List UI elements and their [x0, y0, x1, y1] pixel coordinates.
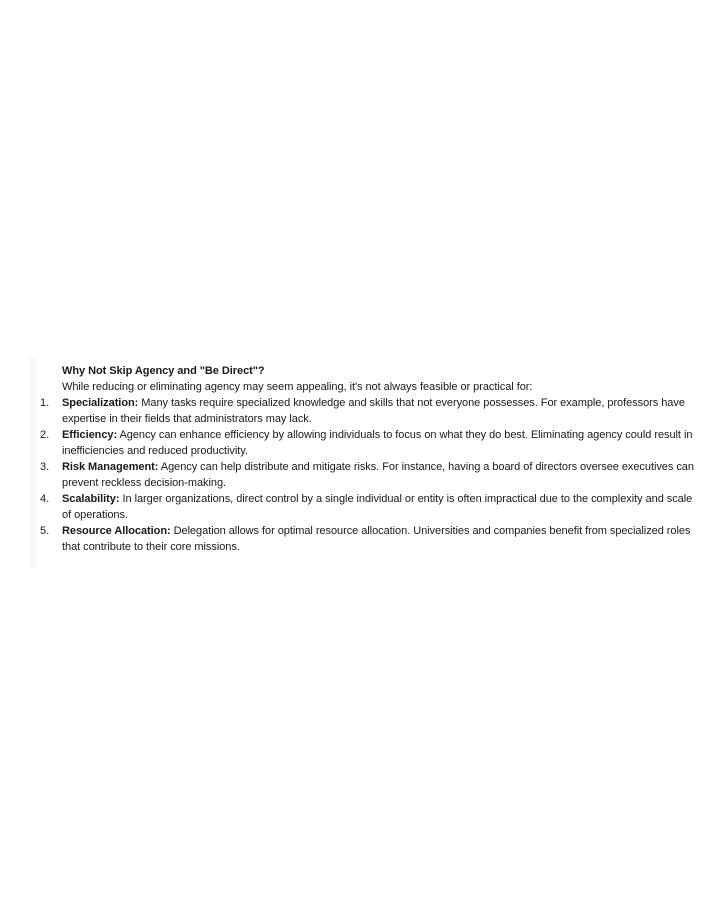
list-term: Efficiency: — [62, 429, 118, 441]
list-text: Agency can help distribute and mitigate risks. For instance, having a board of directors oversee executives can prevent reckless decision-making. — [62, 461, 694, 489]
list-text: Many tasks require specialized knowledge and skills that not everyone possesses. For example, professors have expertise in their fields that administrators may lack. — [62, 397, 685, 425]
list-number: 1. — [40, 397, 50, 409]
list-number: 2. — [40, 429, 50, 441]
reasons-list — [28, 395, 698, 555]
list-term: Resource Allocation: — [62, 525, 171, 537]
list-term: Scalability: — [62, 493, 120, 505]
list-number: 5. — [40, 525, 50, 537]
list-text: Agency can enhance efficiency by allowing individuals to focus on what they do best. Eliminating agency could result in inefficiencies and reduced productivity. — [62, 429, 693, 457]
list-item — [28, 395, 698, 427]
list-item — [28, 523, 698, 555]
section-heading: Why Not Skip Agency and "Be Direct"? — [62, 365, 265, 377]
document-section — [28, 363, 698, 555]
list-text: In larger organizations, direct control by a single individual or entity is often impractical due to the complexity and scale of operations. — [62, 493, 693, 521]
list-term: Risk Management: — [62, 461, 159, 473]
list-term: Specialization: — [62, 397, 139, 409]
list-number: 3. — [40, 461, 50, 473]
section-intro: While reducing or eliminating agency may seem appealing, it's not always feasible or practical for: — [62, 381, 533, 393]
list-item — [28, 459, 698, 491]
list-text: Delegation allows for optimal resource allocation. Universities and companies benefit from specialized roles that contribute to their core missions. — [62, 525, 691, 553]
list-item — [28, 427, 698, 459]
list-item — [28, 491, 698, 523]
list-number: 4. — [40, 493, 50, 505]
